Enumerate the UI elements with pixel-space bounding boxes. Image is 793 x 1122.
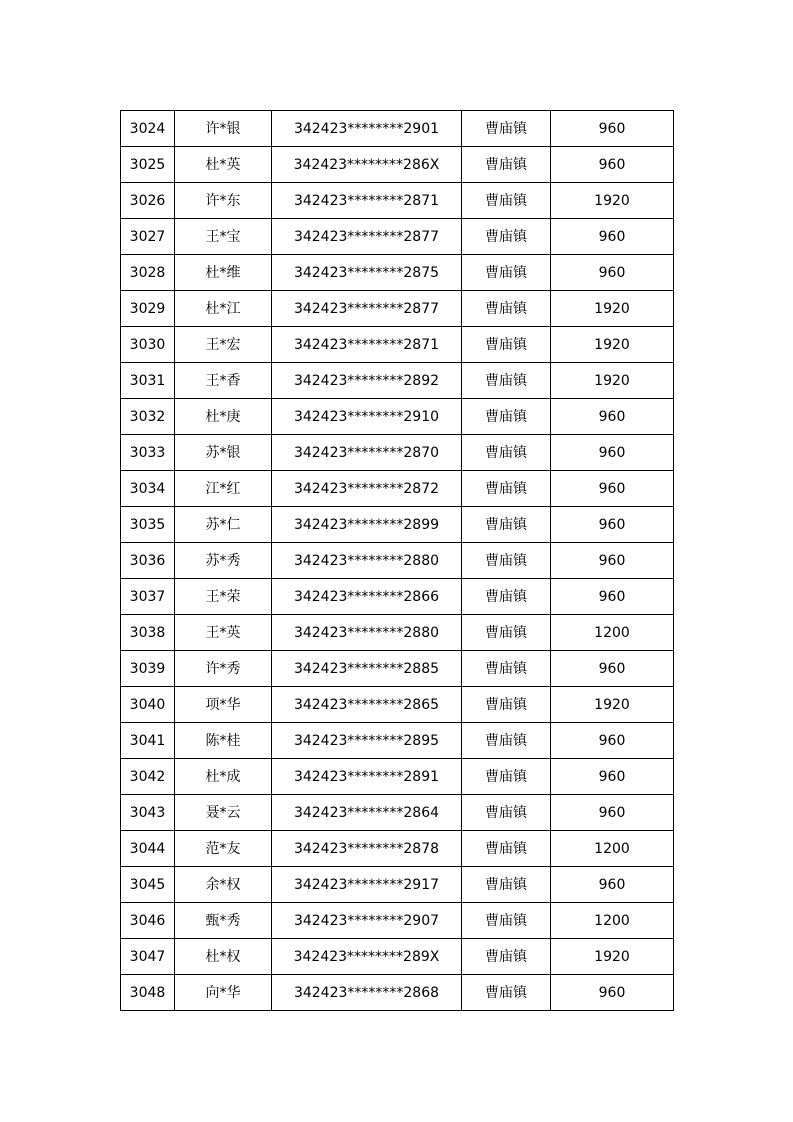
town-cell: 曹庙镇 (462, 651, 551, 687)
row-number-cell: 3040 (121, 687, 175, 723)
roster-table (120, 110, 674, 1011)
name-cell: 许*东 (175, 183, 272, 219)
id-number-cell: 342423********2899 (272, 507, 462, 543)
town-cell: 曹庙镇 (462, 183, 551, 219)
amount-cell: 1920 (551, 687, 674, 723)
table-row (121, 471, 674, 507)
row-number-cell: 3043 (121, 795, 175, 831)
table-row (121, 435, 674, 471)
table-row (121, 615, 674, 651)
amount-cell: 960 (551, 111, 674, 147)
id-number-cell: 342423********2864 (272, 795, 462, 831)
id-number-cell: 342423********2901 (272, 111, 462, 147)
id-number-cell: 342423********2880 (272, 543, 462, 579)
table-row (121, 723, 674, 759)
amount-cell: 960 (551, 867, 674, 903)
id-number-cell: 342423********2917 (272, 867, 462, 903)
id-number-cell: 342423********2872 (272, 471, 462, 507)
id-number-cell: 342423********2885 (272, 651, 462, 687)
row-number-cell: 3037 (121, 579, 175, 615)
amount-cell: 1200 (551, 903, 674, 939)
name-cell: 聂*云 (175, 795, 272, 831)
table-row (121, 219, 674, 255)
town-cell: 曹庙镇 (462, 867, 551, 903)
row-number-cell: 3027 (121, 219, 175, 255)
name-cell: 杜*成 (175, 759, 272, 795)
name-cell: 许*秀 (175, 651, 272, 687)
row-number-cell: 3046 (121, 903, 175, 939)
name-cell: 杜*维 (175, 255, 272, 291)
amount-cell: 960 (551, 219, 674, 255)
id-number-cell: 342423********2865 (272, 687, 462, 723)
amount-cell: 1920 (551, 363, 674, 399)
amount-cell: 960 (551, 543, 674, 579)
name-cell: 余*权 (175, 867, 272, 903)
row-number-cell: 3048 (121, 975, 175, 1011)
id-number-cell: 342423********2895 (272, 723, 462, 759)
row-number-cell: 3030 (121, 327, 175, 363)
name-cell: 王*英 (175, 615, 272, 651)
row-number-cell: 3044 (121, 831, 175, 867)
id-number-cell: 342423********2892 (272, 363, 462, 399)
name-cell: 许*银 (175, 111, 272, 147)
id-number-cell: 342423********286X (272, 147, 462, 183)
amount-cell: 960 (551, 507, 674, 543)
town-cell: 曹庙镇 (462, 111, 551, 147)
row-number-cell: 3025 (121, 147, 175, 183)
name-cell: 苏*银 (175, 435, 272, 471)
name-cell: 王*宝 (175, 219, 272, 255)
table-row (121, 291, 674, 327)
table-row (121, 831, 674, 867)
amount-cell: 1920 (551, 939, 674, 975)
id-number-cell: 342423********2877 (272, 219, 462, 255)
row-number-cell: 3034 (121, 471, 175, 507)
amount-cell: 960 (551, 795, 674, 831)
amount-cell: 960 (551, 651, 674, 687)
id-number-cell: 342423********2877 (272, 291, 462, 327)
name-cell: 王*荣 (175, 579, 272, 615)
town-cell: 曹庙镇 (462, 615, 551, 651)
id-number-cell: 342423********2866 (272, 579, 462, 615)
table-row (121, 687, 674, 723)
table-row (121, 399, 674, 435)
row-number-cell: 3024 (121, 111, 175, 147)
table-row (121, 363, 674, 399)
name-cell: 陈*桂 (175, 723, 272, 759)
name-cell: 王*宏 (175, 327, 272, 363)
amount-cell: 960 (551, 255, 674, 291)
amount-cell: 960 (551, 399, 674, 435)
name-cell: 王*香 (175, 363, 272, 399)
name-cell: 项*华 (175, 687, 272, 723)
town-cell: 曹庙镇 (462, 507, 551, 543)
id-number-cell: 342423********2868 (272, 975, 462, 1011)
town-cell: 曹庙镇 (462, 903, 551, 939)
id-number-cell: 342423********2891 (272, 759, 462, 795)
table-row (121, 183, 674, 219)
id-number-cell: 342423********2871 (272, 183, 462, 219)
table-row (121, 579, 674, 615)
town-cell: 曹庙镇 (462, 327, 551, 363)
name-cell: 苏*仁 (175, 507, 272, 543)
row-number-cell: 3026 (121, 183, 175, 219)
table-row (121, 975, 674, 1011)
name-cell: 向*华 (175, 975, 272, 1011)
town-cell: 曹庙镇 (462, 219, 551, 255)
table-row (121, 651, 674, 687)
row-number-cell: 3045 (121, 867, 175, 903)
town-cell: 曹庙镇 (462, 759, 551, 795)
id-number-cell: 342423********2878 (272, 831, 462, 867)
row-number-cell: 3033 (121, 435, 175, 471)
row-number-cell: 3029 (121, 291, 175, 327)
amount-cell: 1920 (551, 327, 674, 363)
amount-cell: 1920 (551, 183, 674, 219)
amount-cell: 960 (551, 471, 674, 507)
table-row (121, 795, 674, 831)
table-row (121, 507, 674, 543)
town-cell: 曹庙镇 (462, 291, 551, 327)
town-cell: 曹庙镇 (462, 471, 551, 507)
table-row (121, 111, 674, 147)
town-cell: 曹庙镇 (462, 255, 551, 291)
amount-cell: 1200 (551, 831, 674, 867)
amount-cell: 960 (551, 723, 674, 759)
town-cell: 曹庙镇 (462, 723, 551, 759)
table-row (121, 327, 674, 363)
town-cell: 曹庙镇 (462, 939, 551, 975)
row-number-cell: 3039 (121, 651, 175, 687)
table-row (121, 867, 674, 903)
town-cell: 曹庙镇 (462, 147, 551, 183)
id-number-cell: 342423********2910 (272, 399, 462, 435)
name-cell: 范*友 (175, 831, 272, 867)
town-cell: 曹庙镇 (462, 579, 551, 615)
row-number-cell: 3042 (121, 759, 175, 795)
amount-cell: 960 (551, 147, 674, 183)
row-number-cell: 3047 (121, 939, 175, 975)
name-cell: 江*红 (175, 471, 272, 507)
row-number-cell: 3035 (121, 507, 175, 543)
name-cell: 杜*江 (175, 291, 272, 327)
row-number-cell: 3028 (121, 255, 175, 291)
name-cell: 苏*秀 (175, 543, 272, 579)
town-cell: 曹庙镇 (462, 795, 551, 831)
amount-cell: 960 (551, 759, 674, 795)
name-cell: 杜*庚 (175, 399, 272, 435)
id-number-cell: 342423********2870 (272, 435, 462, 471)
id-number-cell: 342423********2880 (272, 615, 462, 651)
table-row (121, 939, 674, 975)
name-cell: 甄*秀 (175, 903, 272, 939)
table-row (121, 255, 674, 291)
town-cell: 曹庙镇 (462, 399, 551, 435)
table-row (121, 903, 674, 939)
name-cell: 杜*英 (175, 147, 272, 183)
amount-cell: 1920 (551, 291, 674, 327)
id-number-cell: 342423********289X (272, 939, 462, 975)
row-number-cell: 3032 (121, 399, 175, 435)
row-number-cell: 3036 (121, 543, 175, 579)
table-row (121, 759, 674, 795)
town-cell: 曹庙镇 (462, 363, 551, 399)
table-row (121, 543, 674, 579)
name-cell: 杜*权 (175, 939, 272, 975)
row-number-cell: 3041 (121, 723, 175, 759)
town-cell: 曹庙镇 (462, 831, 551, 867)
id-number-cell: 342423********2875 (272, 255, 462, 291)
town-cell: 曹庙镇 (462, 435, 551, 471)
row-number-cell: 3038 (121, 615, 175, 651)
row-number-cell: 3031 (121, 363, 175, 399)
amount-cell: 960 (551, 579, 674, 615)
id-number-cell: 342423********2907 (272, 903, 462, 939)
table-row (121, 147, 674, 183)
town-cell: 曹庙镇 (462, 687, 551, 723)
amount-cell: 1200 (551, 615, 674, 651)
town-cell: 曹庙镇 (462, 543, 551, 579)
id-number-cell: 342423********2871 (272, 327, 462, 363)
amount-cell: 960 (551, 975, 674, 1011)
town-cell: 曹庙镇 (462, 975, 551, 1011)
roster-body (121, 111, 674, 1011)
amount-cell: 960 (551, 435, 674, 471)
